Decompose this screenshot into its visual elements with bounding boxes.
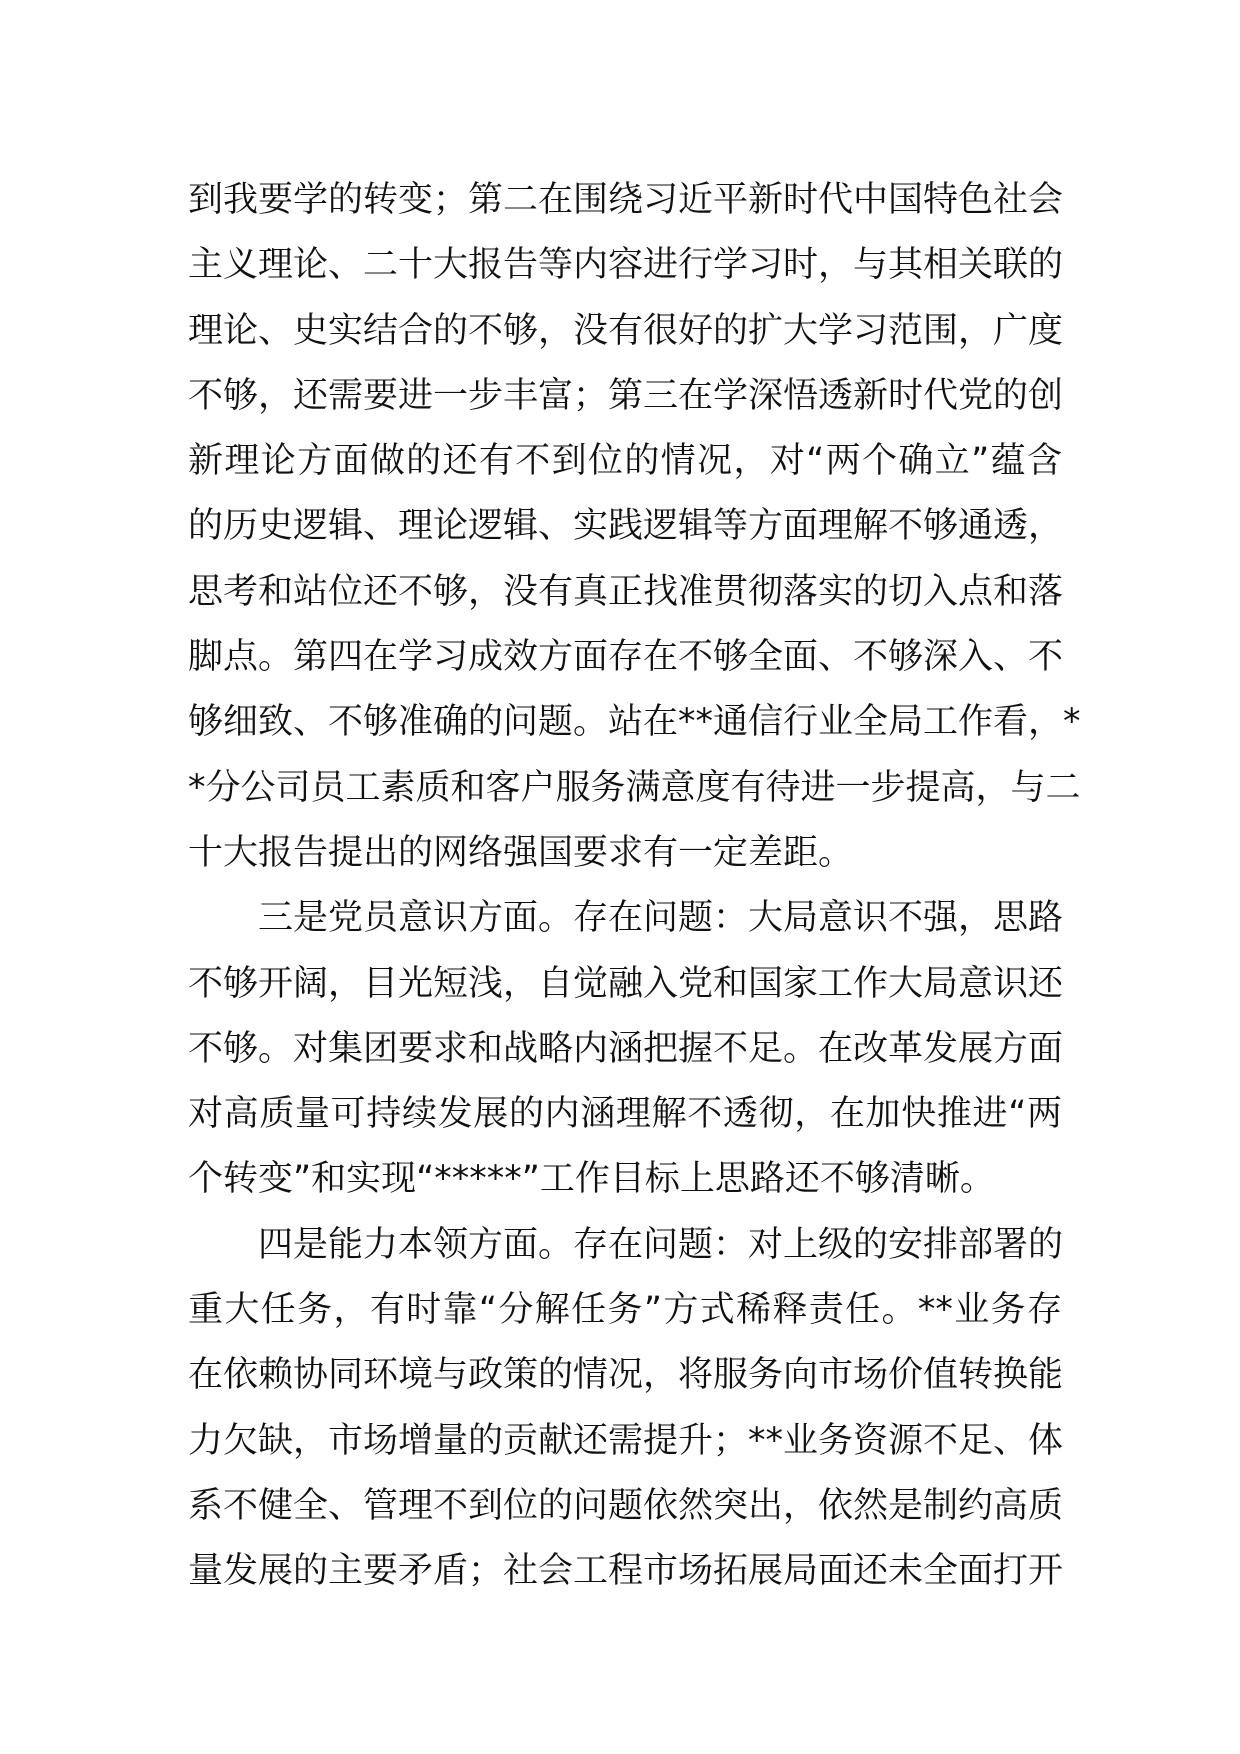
- paragraph-start-line: 三是党员意识方面。存在问题：大局意识不强，思路: [258, 898, 1064, 939]
- text-line: 个转变”和实现“*****”工作目标上思路还不够清晰。: [188, 1159, 995, 1200]
- text-line: 脚点。第四在学习成效方面存在不够全面、不够深入、不: [188, 637, 1064, 678]
- text-line: 的历史逻辑、理论逻辑、实践逻辑等方面理解不够通透，: [188, 506, 1064, 547]
- text-line: 新理论方面做的还有不到位的情况，对“两个确立”蕴含: [188, 441, 1062, 482]
- text-line: 对高质量可持续发展的内涵理解不透彻，在加快推进“两: [188, 1094, 1062, 1135]
- text-line: 在依赖协同环境与政策的情况，将服务向市场价值转换能: [188, 1355, 1064, 1396]
- text-line: 主义理论、二十大报告等内容进行学习时，与其相关联的: [188, 245, 1064, 286]
- body-text: [188, 168, 1081, 1605]
- text-line: 系不健全、管理不到位的问题依然突出，依然是制约高质: [188, 1485, 1064, 1526]
- text-line: 十大报告提出的网络强国要求有一定差距。: [188, 832, 854, 873]
- paragraph-start-line: 四是能力本领方面。存在问题：对上级的安排部署的: [258, 1224, 1064, 1265]
- text-line: 到我要学的转变；第二在围绕习近平新时代中国特色社会: [188, 180, 1064, 220]
- text-line: 不够开阔，目光短浅，自觉融入党和国家工作大局意识还: [188, 963, 1064, 1004]
- text-line: 不够，还需要进一步丰富；第三在学深悟透新时代党的创: [188, 375, 1064, 416]
- text-line: *分公司员工素质和客户服务满意度有待进一步提高，与二: [188, 767, 1081, 808]
- text-line: 思考和站位还不够，没有真正找准贯彻落实的切入点和落: [188, 571, 1064, 612]
- text-line: 不够。对集团要求和战略内涵把握不足。在改革发展方面: [188, 1028, 1064, 1069]
- text-line: 理论、史实结合的不够，没有很好的扩大学习范围，广度: [188, 310, 1064, 351]
- text-line: 力欠缺，市场增量的贡献还需提升；**业务资源不足、体: [188, 1420, 1064, 1461]
- text-line: 够细致、不够准确的问题。站在**通信行业全局工作看，*: [188, 702, 1081, 743]
- text-line: 重大任务，有时靠“分解任务”方式稀释责任。**业务存: [188, 1290, 1062, 1331]
- text-line: 量发展的主要矛盾；社会工程市场拓展局面还未全面打开: [188, 1551, 1064, 1592]
